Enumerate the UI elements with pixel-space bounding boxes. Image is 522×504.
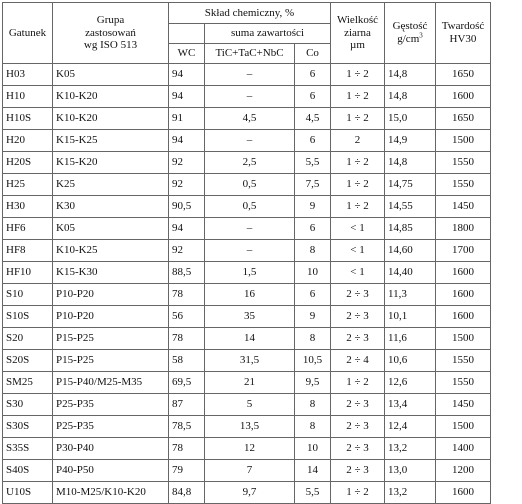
cell-gatunek: H20S <box>3 152 53 174</box>
cell-gestosc: 10,6 <box>385 350 436 372</box>
cell-grupa: P30-P40 <box>53 438 169 460</box>
cell-gatunek: S10S <box>3 306 53 328</box>
cell-tic: 31,5 <box>205 350 295 372</box>
cell-grupa: P10-P20 <box>53 284 169 306</box>
cell-twardosc: 1650 <box>436 64 491 86</box>
cell-wc: 84,8 <box>169 482 205 504</box>
cell-twardosc: 1600 <box>436 306 491 328</box>
header-tic: TiC+TaC+NbC <box>205 44 295 64</box>
cell-gestosc: 14,40 <box>385 262 436 284</box>
cell-grupa: P10-P20 <box>53 306 169 328</box>
cell-co: 8 <box>295 394 331 416</box>
cell-co: 10 <box>295 262 331 284</box>
cell-ziarno: < 1 <box>331 240 385 262</box>
table-row <box>3 108 491 130</box>
cell-gestosc: 12,6 <box>385 372 436 394</box>
cell-co: 7,5 <box>295 174 331 196</box>
cell-ziarno: 1 ÷ 2 <box>331 86 385 108</box>
cell-ziarno: 1 ÷ 2 <box>331 196 385 218</box>
cell-ziarno: 1 ÷ 2 <box>331 152 385 174</box>
cell-wc: 92 <box>169 152 205 174</box>
cell-wc: 94 <box>169 64 205 86</box>
cell-ziarno: 2 ÷ 3 <box>331 438 385 460</box>
cell-ziarno: < 1 <box>331 218 385 240</box>
cell-ziarno: 2 ÷ 3 <box>331 416 385 438</box>
cell-ziarno: 1 ÷ 2 <box>331 174 385 196</box>
cell-ziarno: 2 ÷ 3 <box>331 394 385 416</box>
cell-grupa: K15-K25 <box>53 130 169 152</box>
cell-gestosc: 11,3 <box>385 284 436 306</box>
cell-gatunek: HF10 <box>3 262 53 284</box>
cell-co: 9 <box>295 306 331 328</box>
cell-wc: 88,5 <box>169 262 205 284</box>
cell-tic: – <box>205 130 295 152</box>
cell-gatunek: HF8 <box>3 240 53 262</box>
cell-gestosc: 14,8 <box>385 64 436 86</box>
cell-grupa: K30 <box>53 196 169 218</box>
cell-grupa: K15-K30 <box>53 262 169 284</box>
cell-wc: 78 <box>169 328 205 350</box>
cell-wc: 79 <box>169 460 205 482</box>
cell-gestosc: 14,75 <box>385 174 436 196</box>
cell-gestosc: 14,55 <box>385 196 436 218</box>
cell-wc: 94 <box>169 86 205 108</box>
cell-co: 5,5 <box>295 482 331 504</box>
cell-gatunek: SM25 <box>3 372 53 394</box>
cell-tic: 1,5 <box>205 262 295 284</box>
cell-gatunek: S30S <box>3 416 53 438</box>
cell-ziarno: 1 ÷ 2 <box>331 108 385 130</box>
table-row <box>3 130 491 152</box>
cell-tic: 5 <box>205 394 295 416</box>
cell-co: 9,5 <box>295 372 331 394</box>
cell-ziarno: 2 ÷ 3 <box>331 460 385 482</box>
table-row <box>3 86 491 108</box>
cell-gatunek: H30 <box>3 196 53 218</box>
cell-co: 5,5 <box>295 152 331 174</box>
cell-gatunek: HF6 <box>3 218 53 240</box>
cell-gestosc: 13,2 <box>385 482 436 504</box>
cell-gatunek: S10 <box>3 284 53 306</box>
cell-gatunek: H20 <box>3 130 53 152</box>
table-row <box>3 350 491 372</box>
table-row <box>3 174 491 196</box>
cell-ziarno: 2 ÷ 4 <box>331 350 385 372</box>
header-twardosc: Twardość HV30 <box>436 3 491 64</box>
cell-gestosc: 14,60 <box>385 240 436 262</box>
header-wielkosc: Wielkość ziarna µm <box>331 3 385 64</box>
cell-tic: – <box>205 86 295 108</box>
cell-grupa: K25 <box>53 174 169 196</box>
cell-gestosc: 13,4 <box>385 394 436 416</box>
cell-tic: 4,5 <box>205 108 295 130</box>
header-gatunek: Gatunek <box>3 3 53 64</box>
cell-co: 10 <box>295 438 331 460</box>
table-row <box>3 416 491 438</box>
cell-tic: – <box>205 218 295 240</box>
cell-gatunek: S20 <box>3 328 53 350</box>
cell-gestosc: 12,4 <box>385 416 436 438</box>
cell-tic: 13,5 <box>205 416 295 438</box>
cell-gestosc: 14,85 <box>385 218 436 240</box>
cell-ziarno: 1 ÷ 2 <box>331 64 385 86</box>
cell-ziarno: 1 ÷ 2 <box>331 482 385 504</box>
cell-gatunek: U10S <box>3 482 53 504</box>
cell-gestosc: 10,1 <box>385 306 436 328</box>
cell-twardosc: 1600 <box>436 284 491 306</box>
table-row <box>3 284 491 306</box>
cell-gatunek: S20S <box>3 350 53 372</box>
cell-co: 6 <box>295 130 331 152</box>
cell-twardosc: 1550 <box>436 350 491 372</box>
cell-co: 8 <box>295 416 331 438</box>
cell-grupa: P40-P50 <box>53 460 169 482</box>
cell-wc: 58 <box>169 350 205 372</box>
cell-twardosc: 1450 <box>436 394 491 416</box>
cell-wc: 78 <box>169 284 205 306</box>
cell-wc: 69,5 <box>169 372 205 394</box>
carbide-grades-table <box>2 2 491 504</box>
cell-tic: 7 <box>205 460 295 482</box>
cell-gestosc: 11,6 <box>385 328 436 350</box>
cell-twardosc: 1450 <box>436 196 491 218</box>
header-sklad: Skład chemiczny, % <box>169 3 331 24</box>
cell-gestosc: 13,0 <box>385 460 436 482</box>
cell-tic: 0,5 <box>205 174 295 196</box>
cell-wc: 91 <box>169 108 205 130</box>
cell-grupa: P25-P35 <box>53 394 169 416</box>
header-grupa: Grupa zastosowań wg ISO 513 <box>53 3 169 64</box>
cell-tic: 21 <box>205 372 295 394</box>
cell-wc: 92 <box>169 240 205 262</box>
cell-twardosc: 1500 <box>436 328 491 350</box>
table-row <box>3 460 491 482</box>
cell-twardosc: 1550 <box>436 174 491 196</box>
table-row <box>3 394 491 416</box>
cell-co: 8 <box>295 328 331 350</box>
cell-tic: 12 <box>205 438 295 460</box>
cell-grupa: P15-P25 <box>53 328 169 350</box>
cell-grupa: K15-K20 <box>53 152 169 174</box>
cell-twardosc: 1600 <box>436 262 491 284</box>
table-header <box>3 3 491 64</box>
cell-gestosc: 15,0 <box>385 108 436 130</box>
cell-twardosc: 1200 <box>436 460 491 482</box>
header-wc-spacer <box>169 24 205 44</box>
cell-co: 6 <box>295 284 331 306</box>
cell-wc: 94 <box>169 130 205 152</box>
table-row <box>3 218 491 240</box>
cell-wc: 92 <box>169 174 205 196</box>
cell-ziarno: 2 ÷ 3 <box>331 306 385 328</box>
cell-grupa: K10-K20 <box>53 86 169 108</box>
cell-gatunek: H25 <box>3 174 53 196</box>
cell-tic: – <box>205 240 295 262</box>
cell-co: 6 <box>295 64 331 86</box>
header-wc: WC <box>169 44 205 64</box>
table-row <box>3 196 491 218</box>
table-row <box>3 152 491 174</box>
cell-twardosc: 1700 <box>436 240 491 262</box>
table-row <box>3 438 491 460</box>
cell-co: 9 <box>295 196 331 218</box>
table-row <box>3 262 491 284</box>
cell-gatunek: S40S <box>3 460 53 482</box>
cell-twardosc: 1550 <box>436 152 491 174</box>
cell-ziarno: 2 ÷ 3 <box>331 284 385 306</box>
cell-co: 6 <box>295 218 331 240</box>
cell-grupa: K10-K25 <box>53 240 169 262</box>
cell-tic: 16 <box>205 284 295 306</box>
table-row <box>3 306 491 328</box>
cell-ziarno: 2 ÷ 3 <box>331 328 385 350</box>
cell-twardosc: 1650 <box>436 108 491 130</box>
cell-co: 8 <box>295 240 331 262</box>
cell-co: 6 <box>295 86 331 108</box>
cell-tic: – <box>205 64 295 86</box>
cell-wc: 78 <box>169 438 205 460</box>
cell-tic: 0,5 <box>205 196 295 218</box>
cell-grupa: M10-M25/K10-K20 <box>53 482 169 504</box>
cell-twardosc: 1500 <box>436 416 491 438</box>
cell-grupa: P15-P40/M25-M35 <box>53 372 169 394</box>
table-row <box>3 64 491 86</box>
cell-wc: 78,5 <box>169 416 205 438</box>
table-body <box>3 64 491 504</box>
cell-wc: 87 <box>169 394 205 416</box>
cell-co: 10,5 <box>295 350 331 372</box>
cell-twardosc: 1500 <box>436 130 491 152</box>
cell-grupa: P25-P35 <box>53 416 169 438</box>
document-page <box>2 2 491 504</box>
cell-gatunek: S35S <box>3 438 53 460</box>
cell-tic: 9,7 <box>205 482 295 504</box>
cell-grupa: P15-P25 <box>53 350 169 372</box>
cell-co: 4,5 <box>295 108 331 130</box>
table-row <box>3 482 491 504</box>
cell-wc: 90,5 <box>169 196 205 218</box>
cell-grupa: K05 <box>53 218 169 240</box>
cell-tic: 2,5 <box>205 152 295 174</box>
cell-gestosc: 14,8 <box>385 152 436 174</box>
cell-gatunek: H03 <box>3 64 53 86</box>
cell-twardosc: 1550 <box>436 372 491 394</box>
cell-gatunek: H10S <box>3 108 53 130</box>
table-row <box>3 328 491 350</box>
cell-wc: 56 <box>169 306 205 328</box>
table-row <box>3 372 491 394</box>
cell-gestosc: 13,2 <box>385 438 436 460</box>
cell-wc: 94 <box>169 218 205 240</box>
cell-ziarno: 2 <box>331 130 385 152</box>
cell-twardosc: 1600 <box>436 482 491 504</box>
cell-ziarno: < 1 <box>331 262 385 284</box>
cell-ziarno: 1 ÷ 2 <box>331 372 385 394</box>
cell-grupa: K10-K20 <box>53 108 169 130</box>
cell-tic: 35 <box>205 306 295 328</box>
header-gestosc: Gęstość $g/cm^3$ <box>385 3 436 64</box>
cell-grupa: K05 <box>53 64 169 86</box>
cell-gatunek: S30 <box>3 394 53 416</box>
header-co: Co <box>295 44 331 64</box>
cell-twardosc: 1400 <box>436 438 491 460</box>
cell-gestosc: 14,8 <box>385 86 436 108</box>
cell-co: 14 <box>295 460 331 482</box>
cell-gestosc: 14,9 <box>385 130 436 152</box>
cell-gatunek: H10 <box>3 86 53 108</box>
header-suma: suma zawartości <box>205 24 331 44</box>
cell-twardosc: 1800 <box>436 218 491 240</box>
table-row <box>3 240 491 262</box>
cell-twardosc: 1600 <box>436 86 491 108</box>
cell-tic: 14 <box>205 328 295 350</box>
